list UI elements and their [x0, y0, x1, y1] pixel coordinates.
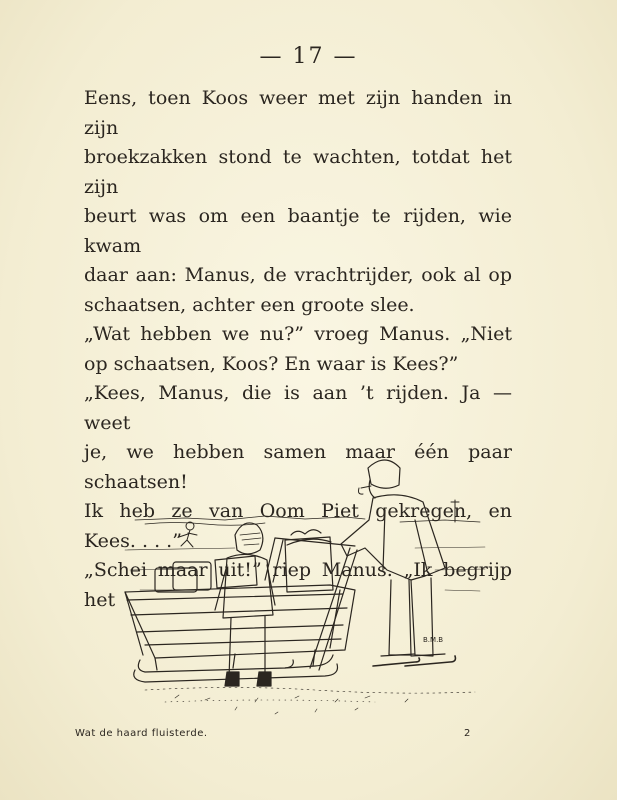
text-line: beurt was om een baantje te rijden, wie kwam [84, 205, 512, 257]
text-line: „Schei maar uit!” riep Manus. „Ik begrijp het [84, 559, 512, 611]
page-number: — 17 — [259, 44, 358, 69]
text-line: „Kees, Manus, die is aan ’t rijden. Ja — weet [84, 382, 512, 434]
sledge [125, 530, 357, 672]
artist-monogram: B.M.B [423, 636, 444, 644]
horizon [135, 500, 480, 525]
child-figure [215, 523, 275, 686]
text-line: schaatsen, achter een groote slee. [84, 293, 415, 316]
text-line: Kees. . . .” [84, 529, 182, 552]
text-line: je, we hebben samen maar één paar schaatsen! [84, 441, 512, 493]
text-line: broekzakken stond te wachten, totdat het zijn [84, 146, 512, 198]
ground-scribbles [175, 695, 408, 714]
text-line: „Wat hebben we nu?” vroeg Manus. „Niet [84, 323, 512, 345]
illustration-sledge-scene [115, 440, 495, 725]
text-line: Ik heb ze van Oom Piet gekregen, en [84, 500, 512, 522]
footer-signature-mark: 2 [464, 728, 471, 739]
text-line: daar aan: Manus, de vrachtrijder, ook al op [84, 264, 512, 286]
text-line: op schaatsen, Koos? En waar is Kees?” [84, 352, 459, 375]
text-line: Eens, toen Koos weer met zijn handen in zijn [84, 87, 512, 139]
distant-skater [179, 522, 197, 547]
ice-surface [125, 547, 485, 702]
footer-book-title: Wat de haard fluisterde. [75, 728, 208, 739]
